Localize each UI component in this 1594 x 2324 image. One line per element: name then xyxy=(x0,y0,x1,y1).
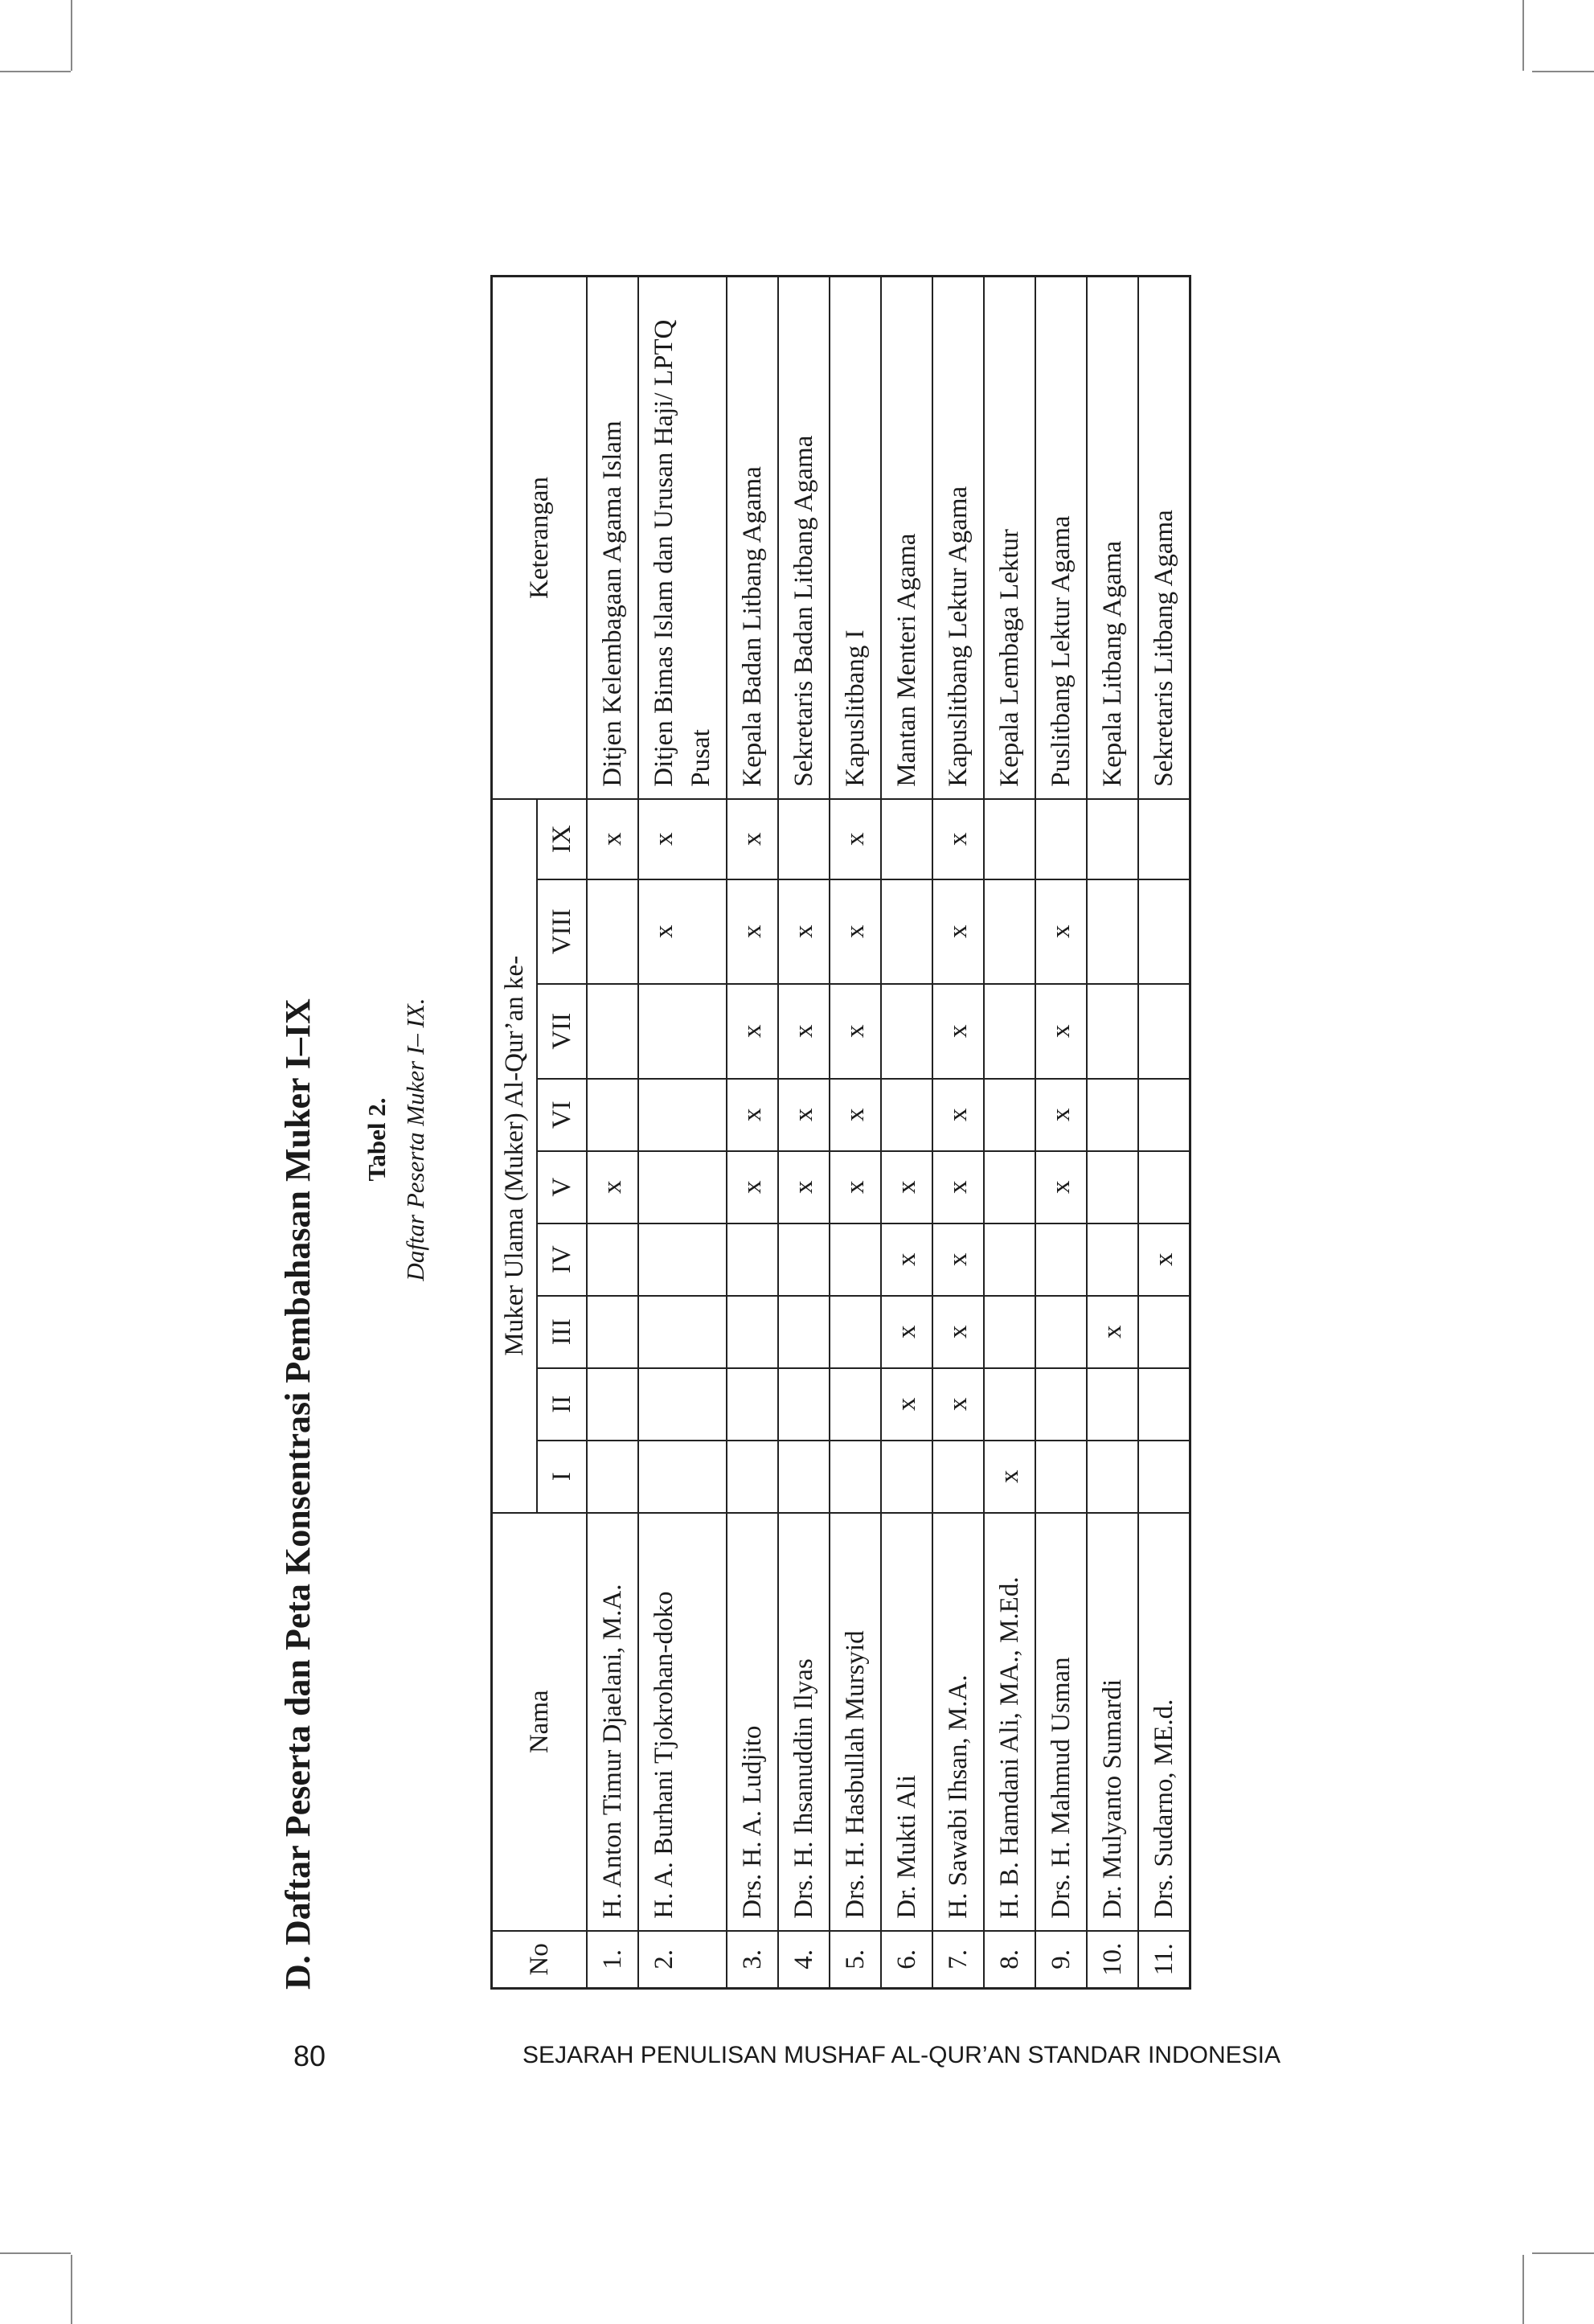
row-no: 4. xyxy=(778,1931,830,1989)
row-name: H. A. Burhani Tjokrohan-doko xyxy=(638,1513,727,1931)
row-mark-ix xyxy=(1138,799,1190,879)
row-keterangan: Ditjen Bimas Islam dan Urusan Haji/ LPTQ Pusat xyxy=(638,277,727,799)
table-row xyxy=(587,277,638,1989)
row-mark-v: x xyxy=(932,1151,984,1223)
row-mark-iii xyxy=(778,1296,830,1368)
table-row xyxy=(1035,277,1087,1989)
section-title: Daftar Peserta dan Peta Konsentrasi Pembahasan Muker I–IX xyxy=(278,998,318,1945)
row-mark-vi xyxy=(881,1079,932,1151)
row-name: H. Sawabi Ihsan, M.A. xyxy=(932,1513,984,1931)
row-mark-ii xyxy=(778,1368,830,1441)
table-row xyxy=(881,277,932,1989)
table-row xyxy=(830,277,881,1989)
header-no: No xyxy=(492,1931,588,1989)
header-muker-i: I xyxy=(537,1441,587,1513)
row-mark-viii: x xyxy=(830,879,881,984)
row-mark-vi: x xyxy=(727,1079,778,1151)
row-mark-iii xyxy=(984,1296,1035,1368)
row-no: 2. xyxy=(638,1931,727,1989)
row-mark-viii xyxy=(1138,879,1190,984)
crop-mark-bottom-left-v xyxy=(71,2255,72,2324)
header-keterangan: Keterangan xyxy=(492,277,588,799)
row-mark-iii xyxy=(587,1296,638,1368)
header-muker-vii: VII xyxy=(537,984,587,1079)
row-mark-vi: x xyxy=(778,1079,830,1151)
row-mark-ii: x xyxy=(881,1368,932,1441)
header-muker-vi: VI xyxy=(537,1079,587,1151)
row-mark-vi xyxy=(984,1079,1035,1151)
row-mark-v xyxy=(984,1151,1035,1223)
row-mark-iv: x xyxy=(881,1223,932,1296)
row-mark-vi: x xyxy=(830,1079,881,1151)
row-keterangan: Puslitbang Lektur Agama xyxy=(1035,277,1087,799)
row-mark-iv xyxy=(1087,1223,1138,1296)
row-mark-vii xyxy=(1087,984,1138,1079)
row-mark-vii xyxy=(984,984,1035,1079)
running-footer-title: SEJARAH PENULISAN MUSHAF AL-QUR’AN STANDAR INDONESIA xyxy=(522,2042,1281,2068)
row-mark-vii: x xyxy=(1035,984,1087,1079)
row-mark-ix xyxy=(1035,799,1087,879)
row-mark-iii xyxy=(1138,1296,1190,1368)
row-no: 3. xyxy=(727,1931,778,1989)
row-name: Drs. H. Ihsanuddin Ilyas xyxy=(778,1513,830,1931)
row-mark-i xyxy=(1138,1441,1190,1513)
row-name: Dr. Mukti Ali xyxy=(881,1513,932,1931)
row-no: 5. xyxy=(830,1931,881,1989)
row-mark-vii: x xyxy=(932,984,984,1079)
header-muker-ii: II xyxy=(537,1368,587,1441)
row-mark-iii xyxy=(830,1296,881,1368)
row-name: Drs. H. Mahmud Usman xyxy=(1035,1513,1087,1931)
crop-mark-bottom-right-v xyxy=(1522,2255,1524,2324)
row-mark-viii: x xyxy=(727,879,778,984)
header-muker-v: V xyxy=(537,1151,587,1223)
row-mark-iv xyxy=(830,1223,881,1296)
row-mark-iii xyxy=(1035,1296,1087,1368)
row-name: Drs. H. A. Ludjito xyxy=(727,1513,778,1931)
row-mark-ix xyxy=(881,799,932,879)
row-mark-ix: x xyxy=(587,799,638,879)
table-row xyxy=(1138,277,1190,1989)
header-nama: Nama xyxy=(492,1513,588,1931)
row-mark-vii xyxy=(881,984,932,1079)
row-no: 9. xyxy=(1035,1931,1087,1989)
row-mark-ix: x xyxy=(932,799,984,879)
row-mark-i xyxy=(587,1441,638,1513)
row-mark-ix: x xyxy=(830,799,881,879)
row-mark-viii xyxy=(984,879,1035,984)
row-mark-vii xyxy=(638,984,727,1079)
row-mark-vi: x xyxy=(932,1079,984,1151)
table-row xyxy=(984,277,1035,1989)
row-mark-ix: x xyxy=(727,799,778,879)
table-row xyxy=(778,277,830,1989)
row-mark-viii xyxy=(587,879,638,984)
row-mark-viii: x xyxy=(778,879,830,984)
row-mark-viii: x xyxy=(932,879,984,984)
table-header-row xyxy=(492,277,538,1989)
table-row xyxy=(727,277,778,1989)
row-keterangan: Kepala Lembaga Lektur xyxy=(984,277,1035,799)
row-name: Drs. H. Hasbullah Mursyid xyxy=(830,1513,881,1931)
row-mark-v: x xyxy=(727,1151,778,1223)
row-mark-viii xyxy=(881,879,932,984)
header-muker-iv: IV xyxy=(537,1223,587,1296)
row-name: H. B. Hamdani Ali, MA., M.Ed. xyxy=(984,1513,1035,1931)
row-mark-iii xyxy=(638,1296,727,1368)
row-mark-v: x xyxy=(1035,1151,1087,1223)
header-muker-viii: VIII xyxy=(537,879,587,984)
page-number: 80 xyxy=(293,2039,326,2072)
row-mark-iii: x xyxy=(881,1296,932,1368)
crop-mark-top-left-v xyxy=(71,0,72,71)
row-no: 11. xyxy=(1138,1931,1190,1989)
row-mark-iv xyxy=(587,1223,638,1296)
row-mark-i xyxy=(1035,1441,1087,1513)
row-mark-v xyxy=(1138,1151,1190,1223)
table-caption xyxy=(358,289,435,1990)
row-mark-iv: x xyxy=(932,1223,984,1296)
row-mark-iv xyxy=(727,1223,778,1296)
row-mark-iv xyxy=(778,1223,830,1296)
row-no: 8. xyxy=(984,1931,1035,1989)
row-mark-i: x xyxy=(984,1441,1035,1513)
row-mark-iv xyxy=(984,1223,1035,1296)
row-mark-viii: x xyxy=(1035,879,1087,984)
row-mark-v xyxy=(1087,1151,1138,1223)
row-no: 1. xyxy=(587,1931,638,1989)
row-mark-i xyxy=(727,1441,778,1513)
row-mark-v: x xyxy=(881,1151,932,1223)
row-mark-ii xyxy=(984,1368,1035,1441)
row-name: Dr. Mulyanto Sumardi xyxy=(1087,1513,1138,1931)
crop-mark-bottom-left-h xyxy=(0,2252,71,2254)
row-mark-v: x xyxy=(587,1151,638,1223)
row-mark-ix xyxy=(778,799,830,879)
header-muker-group: Muker Ulama (Muker) Al-Qur’an ke- xyxy=(492,799,538,1513)
row-mark-ii xyxy=(830,1368,881,1441)
row-mark-ii: x xyxy=(932,1368,984,1441)
crop-mark-top-left-h xyxy=(0,71,71,72)
row-mark-vii: x xyxy=(830,984,881,1079)
row-no: 7. xyxy=(932,1931,984,1989)
row-mark-v: x xyxy=(830,1151,881,1223)
table-row xyxy=(932,277,984,1989)
crop-mark-top-right-h xyxy=(1532,71,1594,72)
row-mark-i xyxy=(830,1441,881,1513)
crop-mark-bottom-right-h xyxy=(1532,2252,1594,2254)
row-mark-vi xyxy=(1087,1079,1138,1151)
row-name: H. Anton Timur Djaelani, M.A. xyxy=(587,1513,638,1931)
row-mark-vi: x xyxy=(1035,1079,1087,1151)
row-mark-ix xyxy=(984,799,1035,879)
row-mark-vii: x xyxy=(727,984,778,1079)
row-mark-vi xyxy=(1138,1079,1190,1151)
row-keterangan: Kepala Litbang Agama xyxy=(1087,277,1138,799)
row-mark-v xyxy=(638,1151,727,1223)
row-mark-vi xyxy=(587,1079,638,1151)
row-mark-ix: x xyxy=(638,799,727,879)
row-mark-iii: x xyxy=(932,1296,984,1368)
row-keterangan: Mantan Menteri Agama xyxy=(881,277,932,799)
row-mark-iv: x xyxy=(1138,1223,1190,1296)
row-mark-iv xyxy=(638,1223,727,1296)
row-mark-iv xyxy=(1035,1223,1087,1296)
row-name: Drs. Sudarno, ME.d. xyxy=(1138,1513,1190,1931)
row-mark-vii xyxy=(587,984,638,1079)
row-keterangan: Kapuslitbang Lektur Agama xyxy=(932,277,984,799)
row-mark-ii xyxy=(638,1368,727,1441)
section-heading xyxy=(277,998,318,1990)
header-muker-ix: IX xyxy=(537,799,587,879)
row-mark-vi xyxy=(638,1079,727,1151)
row-mark-ix xyxy=(1087,799,1138,879)
section-letter: D. xyxy=(278,1955,318,1990)
row-mark-ii xyxy=(587,1368,638,1441)
row-mark-i xyxy=(638,1441,727,1513)
rotated-page-content xyxy=(277,221,1322,1990)
row-mark-iii xyxy=(727,1296,778,1368)
table-caption-title: Tabel 2. xyxy=(363,1097,391,1182)
row-keterangan: Kapuslitbang I xyxy=(830,277,881,799)
row-mark-i xyxy=(778,1441,830,1513)
row-mark-i xyxy=(881,1441,932,1513)
row-mark-iii: x xyxy=(1087,1296,1138,1368)
row-mark-vii: x xyxy=(778,984,830,1079)
crop-mark-top-right-v xyxy=(1522,0,1524,71)
row-keterangan: Ditjen Kelembagaan Agama Islam xyxy=(587,277,638,799)
row-mark-i xyxy=(1087,1441,1138,1513)
row-keterangan: Kepala Badan Litbang Agama xyxy=(727,277,778,799)
row-mark-ii xyxy=(1035,1368,1087,1441)
row-mark-viii xyxy=(1087,879,1138,984)
row-no: 6. xyxy=(881,1931,932,1989)
row-mark-viii: x xyxy=(638,879,727,984)
table-row xyxy=(1087,277,1138,1989)
row-keterangan: Sekretaris Badan Litbang Agama xyxy=(778,277,830,799)
row-mark-i xyxy=(932,1441,984,1513)
row-keterangan: Sekretaris Litbang Agama xyxy=(1138,277,1190,799)
row-no: 10. xyxy=(1087,1931,1138,1989)
participants-table xyxy=(490,275,1191,1990)
row-mark-v: x xyxy=(778,1151,830,1223)
table-row xyxy=(638,277,727,1989)
header-muker-iii: III xyxy=(537,1296,587,1368)
row-mark-ii xyxy=(1087,1368,1138,1441)
row-mark-ii xyxy=(727,1368,778,1441)
row-mark-vii xyxy=(1138,984,1190,1079)
table-caption-subtitle: Daftar Peserta Muker I– IX. xyxy=(401,998,429,1281)
row-mark-ii xyxy=(1138,1368,1190,1441)
